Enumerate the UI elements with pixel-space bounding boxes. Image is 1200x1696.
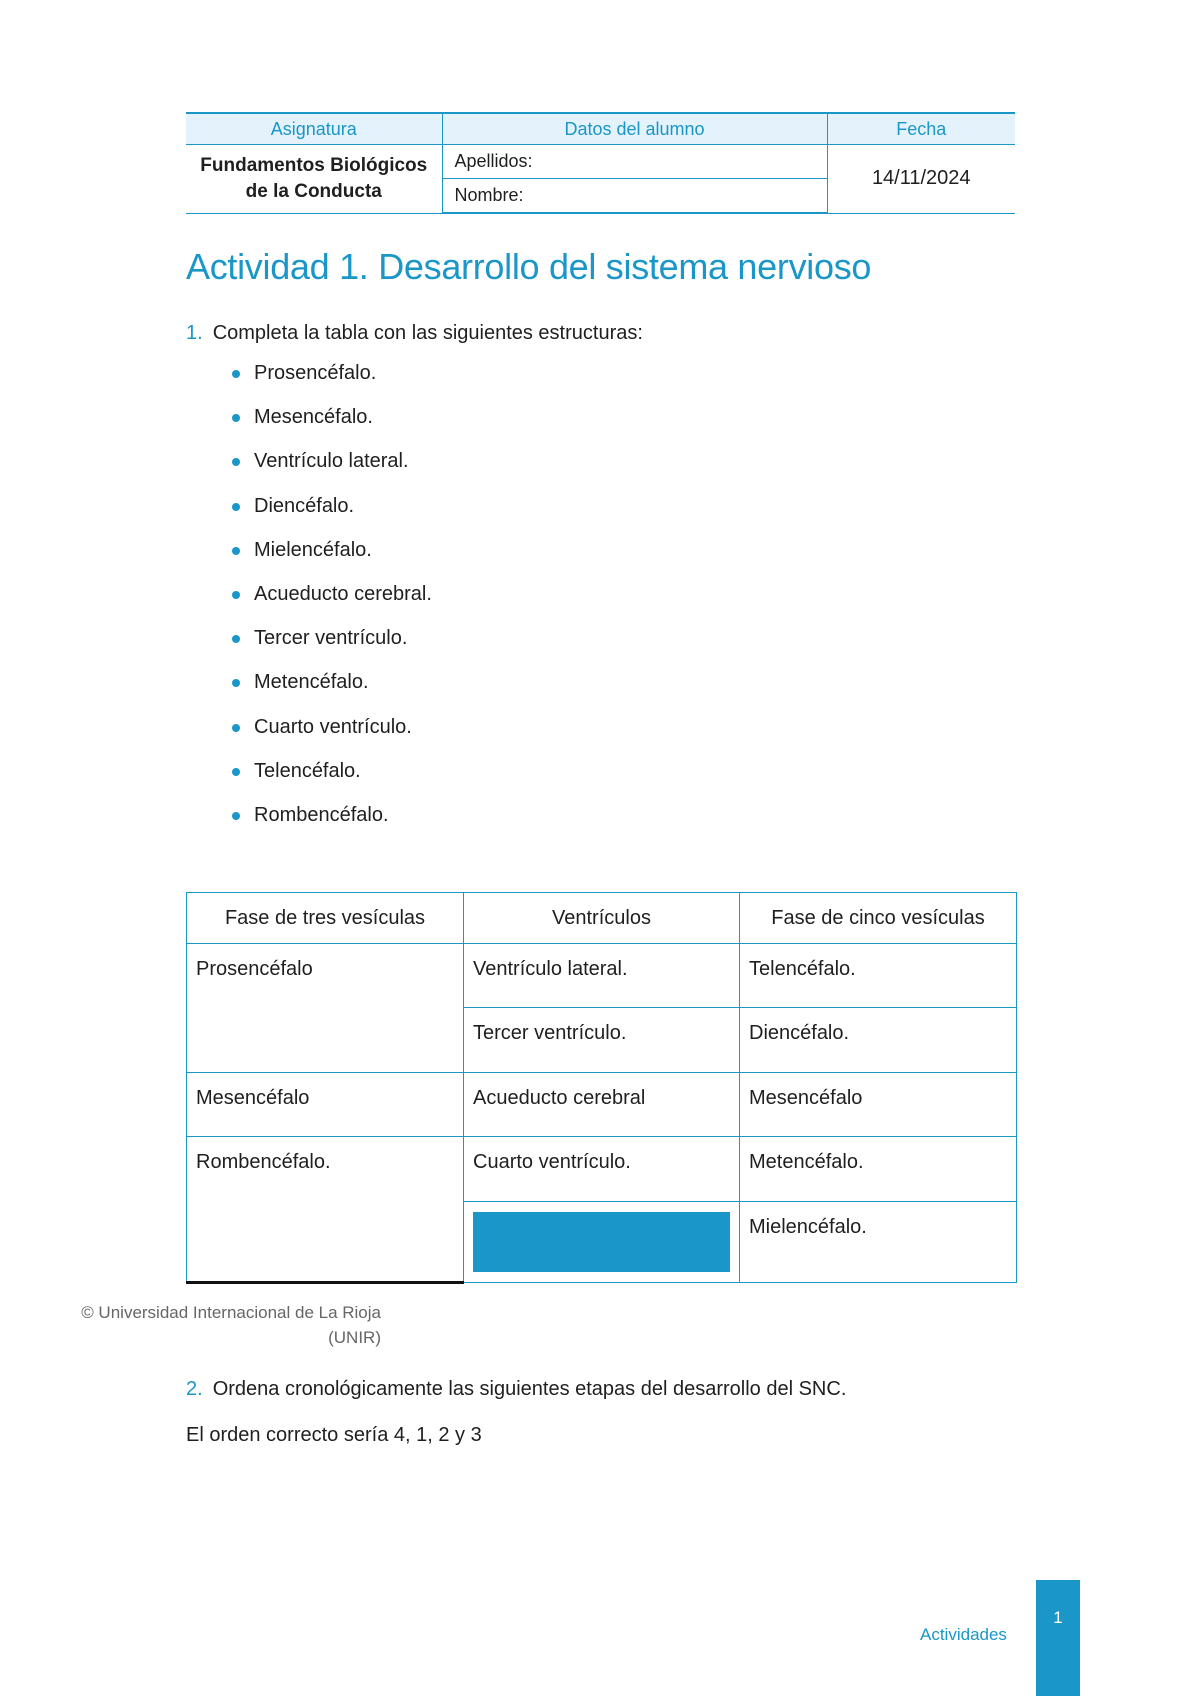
subject-name bbox=[186, 145, 442, 214]
list-item-text: Telencéfalo. bbox=[254, 759, 361, 782]
question-1-text: Completa la tabla con las siguientes estructuras: bbox=[212, 322, 643, 344]
page-number-tab bbox=[1036, 1580, 1080, 1696]
bullet-icon bbox=[232, 635, 240, 643]
copyright bbox=[36, 1300, 381, 1350]
list-item bbox=[232, 716, 432, 760]
list-item-text: Metencéfalo. bbox=[254, 671, 369, 694]
cell-phase5-metencephalon: Metencéfalo. bbox=[740, 1137, 1017, 1202]
page-number: 1 bbox=[1053, 1608, 1063, 1627]
cell-phase3-rhombencephalon: Rombencéfalo. bbox=[187, 1137, 464, 1283]
list-item bbox=[232, 450, 432, 494]
list-item bbox=[232, 671, 432, 715]
list-item-text: Ventrículo lateral. bbox=[254, 450, 409, 473]
list-item-text: Tercer ventrículo. bbox=[254, 627, 408, 650]
surname-field[interactable]: Apellidos: bbox=[442, 145, 827, 179]
page-title: Actividad 1. Desarrollo del sistema nervioso bbox=[186, 246, 872, 287]
list-item-text: Cuarto ventrículo. bbox=[254, 715, 412, 738]
bullet-icon bbox=[232, 724, 240, 732]
header-col-student: Datos del alumno bbox=[442, 113, 827, 145]
cell-phase5-mesencephalon: Mesencéfalo bbox=[740, 1073, 1017, 1137]
header-col-subject: Asignatura bbox=[186, 113, 442, 145]
header-table bbox=[186, 112, 1015, 214]
list-item bbox=[232, 583, 432, 627]
list-item bbox=[232, 495, 432, 539]
cell-phase5-diencephalon: Diencéfalo. bbox=[740, 1008, 1017, 1073]
list-item bbox=[232, 539, 432, 583]
cell-ventricle-aqueduct: Acueducto cerebral bbox=[464, 1073, 740, 1137]
cell-ventricle-highlight bbox=[464, 1202, 740, 1283]
cell-ventricle-third: Tercer ventrículo. bbox=[464, 1008, 740, 1073]
bullet-icon bbox=[232, 370, 240, 378]
date-value: 14/11/2024 bbox=[827, 145, 1015, 214]
cell-ventricle-lateral: Ventrículo lateral. bbox=[464, 944, 740, 1008]
vesicles-table bbox=[186, 892, 1017, 1284]
list-item-text: Acueducto cerebral. bbox=[254, 582, 432, 605]
copyright-line-1: © Universidad Internacional de La Rioja bbox=[81, 1303, 381, 1322]
list-item-text: Mesencéfalo. bbox=[254, 406, 373, 429]
list-item-text: Rombencéfalo. bbox=[254, 803, 389, 826]
question-2 bbox=[186, 1378, 846, 1401]
structure-list bbox=[232, 362, 432, 848]
bullet-icon bbox=[232, 768, 240, 776]
question-2-number: 2. bbox=[186, 1378, 203, 1400]
cell-phase3-prosencephalon: Prosencéfalo bbox=[187, 944, 464, 1073]
bullet-icon bbox=[232, 547, 240, 555]
list-item-text: Prosencéfalo. bbox=[254, 362, 377, 384]
list-item bbox=[232, 362, 432, 406]
list-item-text: Diencéfalo. bbox=[254, 494, 355, 517]
table-header-phase5: Fase de cinco vesículas bbox=[740, 893, 1017, 944]
name-field[interactable]: Nombre: bbox=[442, 179, 827, 214]
cell-phase5-myelencephalon: Mielencéfalo. bbox=[740, 1202, 1017, 1283]
table-header-ventricles: Ventrículos bbox=[464, 893, 740, 944]
footer-section-label: Actividades bbox=[920, 1625, 1007, 1644]
bullet-icon bbox=[232, 812, 240, 820]
cell-ventricle-fourth: Cuarto ventrículo. bbox=[464, 1137, 740, 1202]
list-item bbox=[232, 804, 432, 848]
list-item bbox=[232, 406, 432, 450]
copyright-line-2: (UNIR) bbox=[328, 1328, 381, 1347]
list-item bbox=[232, 760, 432, 804]
list-item-text: Mielencéfalo. bbox=[254, 538, 372, 561]
list-item bbox=[232, 627, 432, 671]
bullet-icon bbox=[232, 591, 240, 599]
bullet-icon bbox=[232, 679, 240, 687]
bullet-icon bbox=[232, 414, 240, 422]
cell-phase5-telencephalon: Telencéfalo. bbox=[740, 944, 1017, 1008]
bullet-icon bbox=[232, 503, 240, 511]
question-1-number: 1. bbox=[186, 322, 203, 344]
header-col-date: Fecha bbox=[827, 113, 1015, 145]
question-1 bbox=[186, 322, 643, 345]
cell-phase3-mesencephalon: Mesencéfalo bbox=[187, 1073, 464, 1137]
question-2-text: Ordena cronológicamente las siguientes etapas del desarrollo del SNC. bbox=[212, 1378, 847, 1400]
subject-line-2: de la Conducta bbox=[245, 180, 382, 202]
table-header-phase3: Fase de tres vesículas bbox=[187, 893, 464, 944]
bullet-icon bbox=[232, 458, 240, 466]
highlight-block bbox=[473, 1212, 730, 1272]
answer-2: El orden correcto sería 4, 1, 2 y 3 bbox=[186, 1424, 482, 1446]
subject-line-1: Fundamentos Biológicos bbox=[200, 154, 428, 176]
